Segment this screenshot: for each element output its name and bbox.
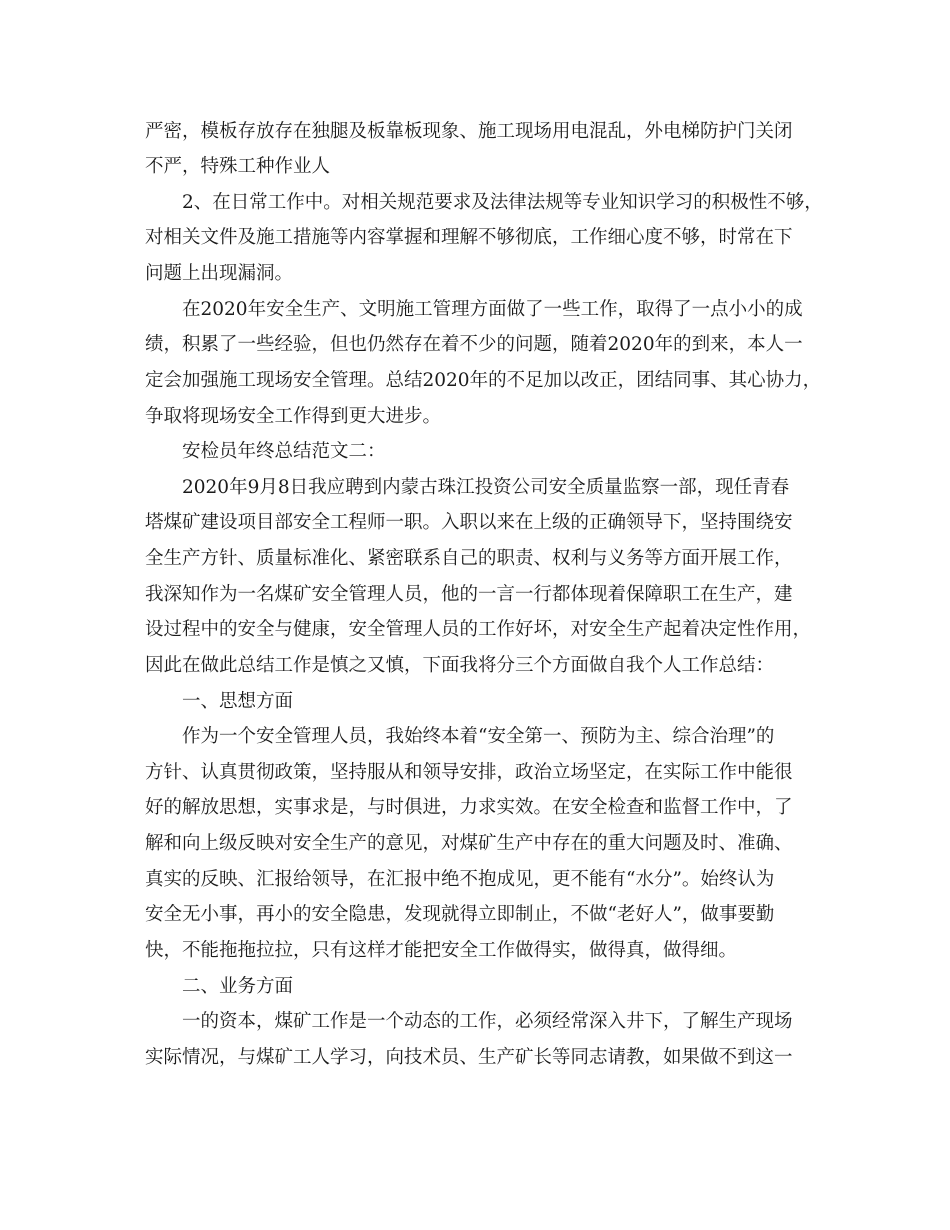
text-line: 塔煤矿建设项目部安全工程师一职。入职以来在上级的正确领导下，坚持围绕安: [145, 512, 793, 533]
text-line: 我深知作为一名煤矿安全管理人员，他的一言一行都体现着保障职工在生产，建: [145, 584, 793, 605]
text-line: 快，不能拖拖拉拉，只有这样才能把安全工作做得实，做得真，做得细。: [145, 940, 738, 961]
text-line: 解和向上级反映对安全生产的意见，对煤矿生产中存在的重大问题及时、准确、: [145, 833, 793, 854]
text-line: 绩，积累了一些经验，但也仍然存在着不少的问题，随着2020年的到来，本人一: [145, 334, 803, 355]
text-line: 2、在日常工作中。对相关规范要求及法律法规等专业知识学习的积极性不够，: [182, 192, 823, 213]
text-line: 定会加强施工现场安全管理。总结2020年的不足加以改正，团结同事、其心协力，: [145, 370, 822, 391]
text-line: 争取将现场安全工作得到更大进步。: [145, 406, 442, 427]
text-line: 对相关文件及施工措施等内容掌握和理解不够彻底，工作细心度不够，时常在下: [145, 227, 793, 248]
text-line: 在2020年安全生产、文明施工管理方面做了一些工作，取得了一点小小的成: [182, 299, 803, 320]
text-line: 一的资本，煤矿工作是一个动态的工作，必须经常深入井下，了解生产现场: [182, 1011, 793, 1032]
text-line: 实际情况，与煤矿工人学习，向技术员、生产矿长等同志请教，如果做不到这一: [145, 1047, 793, 1068]
text-line: 问题上出现漏洞。: [145, 263, 294, 284]
section-heading: 二、业务方面: [182, 976, 294, 997]
text-line: 好的解放思想，实事求是，与时俱进，力求实效。在安全检查和监督工作中，了: [145, 797, 793, 818]
text-line: 不严，特殊工种作业人: [145, 156, 331, 177]
text-line: 全生产方针、质量标准化、紧密联系自己的职责、权利与义务等方面开展工作，: [145, 548, 793, 569]
text-line: 2020年9月8日我应聘到内蒙古珠江投资公司安全质量监察一部，现任青春: [182, 477, 790, 498]
text-line: 严密，模板存放存在独腿及板靠板现象、施工现场用电混乱，外电梯防护门关闭: [145, 121, 793, 142]
section-heading: 安检员年终总结范文二：: [182, 441, 386, 462]
section-heading: 一、思想方面: [182, 691, 294, 712]
text-line: 设过程中的安全与健康，安全管理人员的工作好坏，对安全生产起着决定性作用，: [145, 619, 812, 640]
text-line: 因此在做此总结工作是慎之又慎，下面我将分三个方面做自我个人工作总结：: [145, 655, 775, 676]
text-line: 真实的反映、汇报给领导，在汇报中绝不抱成见，更不能有“水分”。始终认为: [145, 869, 775, 890]
text-line: 安全无小事，再小的安全隐患，发现就得立即制止，不做“老好人”，做事要勤: [145, 904, 775, 925]
text-line: 作为一个安全管理人员，我始终本着“安全第一、预防为主、综合治理”的: [182, 726, 775, 747]
text-line: 方针、认真贯彻政策，坚持服从和领导安排，政治立场坚定，在实际工作中能很: [145, 762, 793, 783]
